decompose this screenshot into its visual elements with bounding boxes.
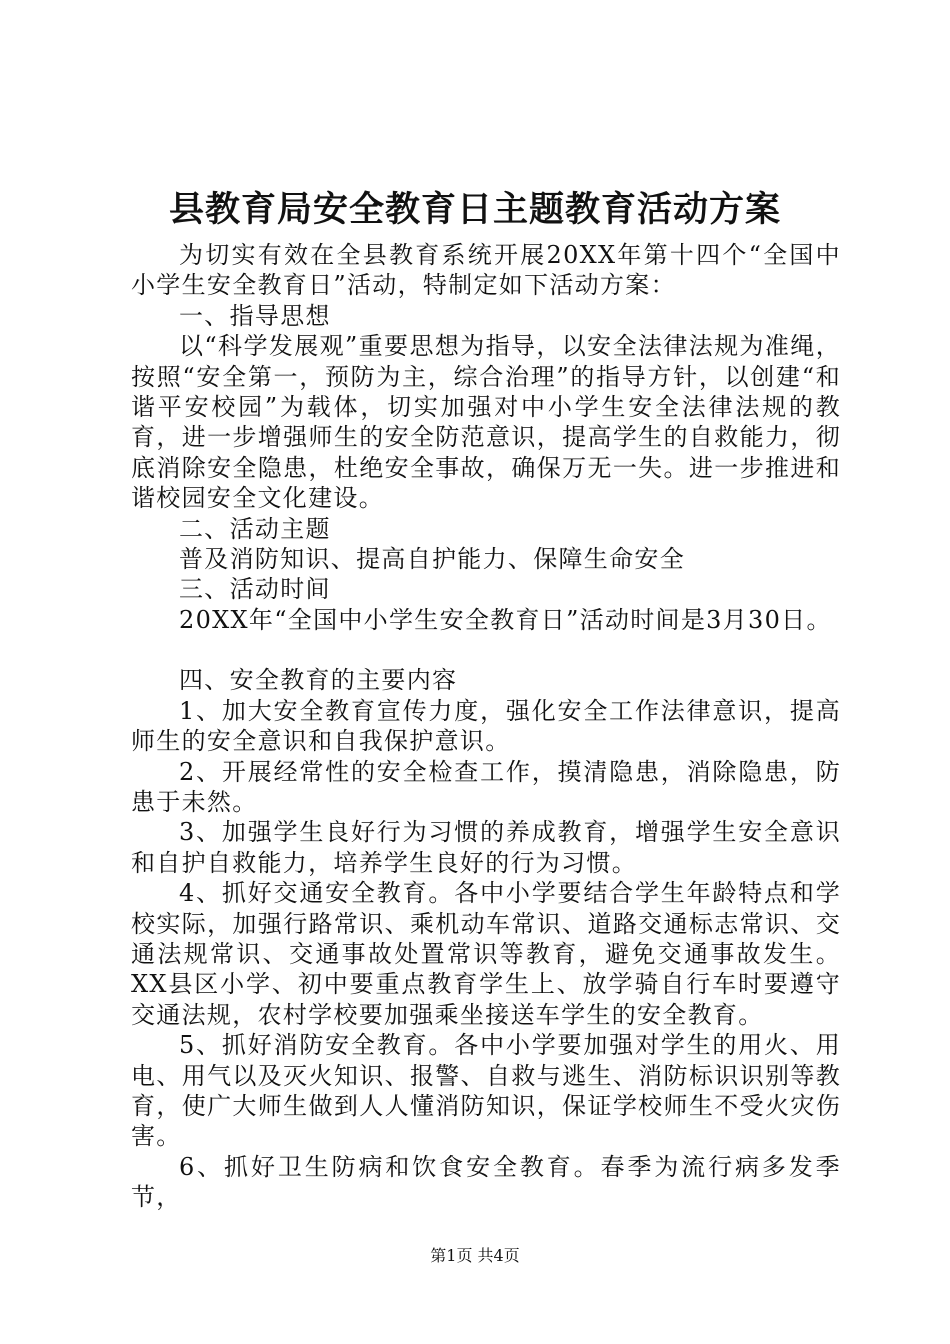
section-heading-theme: 二、活动主题 [179, 514, 331, 543]
time-paragraph: 20XX年“全国中小学生安全教育日”活动时间是3月30日。 [179, 605, 832, 634]
section-heading-content: 四、安全教育的主要内容 [179, 666, 458, 695]
paragraph-gap [131, 635, 841, 665]
content-item-6: 6、抓好卫生防病和饮食安全教育。春季为流行病多发季节， [131, 1152, 841, 1212]
document-title: 县教育局安全教育日主题教育活动方案 [168, 190, 781, 230]
guiding-ideology-paragraph: 以“科学发展观”重要思想为指导，以安全法律法规为准绳，按照“安全第一，预防为主，综合治理”的指导方针，以创建“和谐平安校园”为载体，切实加强对中小学生安全法律法规的教育，进一步增强师生的安全防范意识，提高学生的自救能力，彻底消除安全隐患，杜绝安全事故，确保万无一失。进一步推进和谐校园安全文化建设。 [131, 332, 841, 513]
content-item-2: 2、开展经常性的安全检查工作，摸清隐患，消除隐患，防患于未然。 [131, 757, 841, 816]
page-footer: 第1页 共4页 [430, 1246, 520, 1265]
content-item-5: 5、抓好消防安全教育。各中小学要加强对学生的用火、用电、用气以及灭火知识、报警、自救与逃生、消防标识识别等教育，使广大师生做到人人懂消防知识，保证学校师生不受火灾伤害。 [131, 1031, 841, 1151]
intro-paragraph: 为切实有效在全县教育系统开展20XX年第十四个“全国中小学生安全教育日”活动，特制定如下活动方案： [131, 241, 841, 300]
section-heading-time: 三、活动时间 [179, 575, 331, 604]
document-body [131, 240, 841, 1213]
content-item-3: 3、加强学生良好行为习惯的养成教育，增强学生安全意识和自护自救能力，培养学生良好的行为习惯。 [131, 818, 841, 877]
content-item-4: 4、抓好交通安全教育。各中小学要结合学生年龄特点和学校实际，加强行路常识、乘机动车常识、道路交通标志常识、交通法规常识、交通事故处置常识等教育，避免交通事故发生。XX县区小学、初中要重点教育学生上、放学骑自行车时要遵守交通法规，农村学校要加强乘坐接送车学生的安全教育。 [131, 879, 841, 1029]
content-item-1: 1、加大安全教育宣传力度，强化安全工作法律意识，提高师生的安全意识和自我保护意识。 [131, 696, 841, 756]
section-heading-guiding-ideology: 一、指导思想 [179, 301, 331, 330]
theme-paragraph: 普及消防知识、提高自护能力、保障生命安全 [179, 545, 685, 574]
